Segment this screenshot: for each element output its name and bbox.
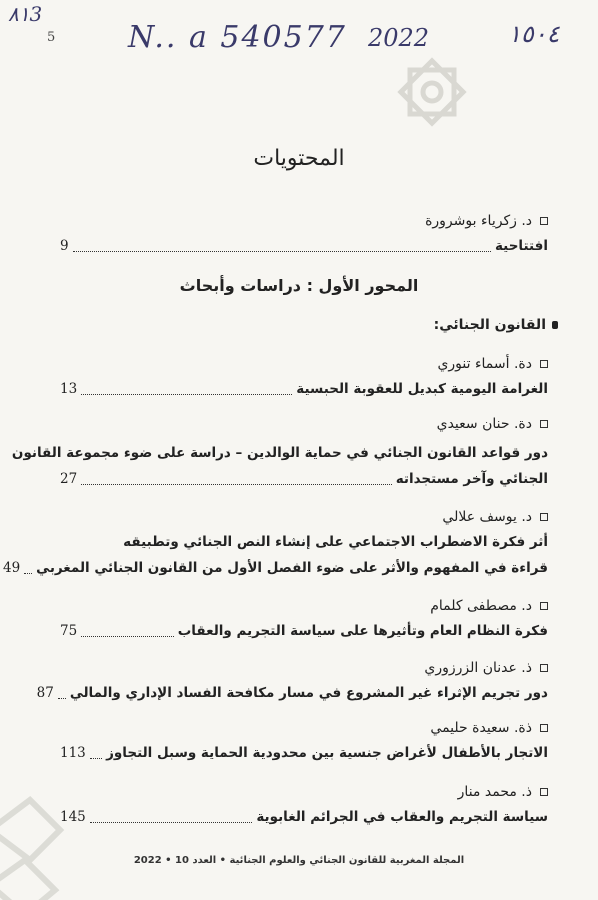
toc-line: فكرة النظام العام وتأثيرها على سياسة التجريم والعقاب 75	[60, 618, 548, 644]
toc-line: الاتجار بالأطفال لأغراض جنسية بين محدودية الحماية وسبل التجاوز 113	[60, 740, 548, 766]
toc-page: 145	[60, 809, 86, 825]
toc-page: 87	[36, 685, 54, 701]
subsection-title: القانون الجنائي:	[434, 317, 558, 333]
toc-entry	[60, 780, 548, 830]
toc-page: 9	[60, 238, 69, 254]
bullet-icon	[552, 321, 558, 329]
toc-author: د. يوسف علالي	[60, 505, 548, 529]
toc-author: د. زكرياء بوشرورة	[60, 209, 548, 233]
page-footer: المجلة المغربية للقانون الجنائي والعلوم الجنائية • العدد 10 • 2022	[133, 855, 465, 866]
checkbox-bullet-icon	[540, 420, 548, 428]
toc-author: ذ. عدنان الزرزوري	[60, 656, 548, 680]
checkbox-bullet-icon	[540, 664, 548, 672]
toc-line: دور تجريم الإثراء غير المشروع في مسار مكافحة الفساد الإداري والمالي 87	[60, 680, 548, 706]
page-number: 5	[47, 30, 56, 45]
toc-line: أثر فكرة الاضطراب الاجتماعي على إنشاء النص الجنائي وتطبيقه	[123, 534, 548, 550]
handwritten-year: 2022	[368, 24, 430, 52]
toc-line: قراءة في المفهوم والأثر على ضوء الفصل الأول من القانون الجنائي المغربي 49	[60, 555, 548, 581]
toc-author: د. مصطفى كلمام	[60, 594, 548, 618]
toc-line: الجنائي وآخر مستجداته 27	[60, 466, 548, 492]
toc-page: 75	[60, 623, 78, 639]
handwritten-serial: N.. a 540577	[128, 20, 347, 55]
checkbox-bullet-icon	[540, 724, 548, 732]
checkbox-bullet-icon	[540, 602, 548, 610]
toc-page: 113	[60, 745, 86, 761]
star-ornament-icon	[392, 52, 472, 132]
page-title: المحتويات	[253, 146, 345, 171]
toc-entry	[60, 594, 548, 644]
toc-line: سياسة التجريم والعقاب في الجرائم الغابوية 145	[60, 804, 548, 830]
toc-page: 13	[60, 381, 78, 397]
toc-entry-intro	[60, 209, 548, 259]
section-title: المحور الأول : دراسات وأبحاث	[179, 276, 419, 295]
checkbox-bullet-icon	[540, 788, 548, 796]
toc-author: دة. أسماء تنوري	[60, 352, 548, 376]
toc-entry	[60, 716, 548, 766]
toc-line: دور قواعد القانون الجنائي في حماية الوالدين – دراسة على ضوء مجموعة القانون	[11, 445, 548, 461]
checkbox-bullet-icon	[540, 217, 548, 225]
toc-author: دة. حنان سعيدي	[60, 412, 548, 436]
handwritten-note-top-left: ٨١3	[8, 2, 43, 26]
toc-page: 27	[60, 471, 78, 487]
toc-entry	[60, 352, 548, 402]
checkbox-bullet-icon	[540, 513, 548, 521]
toc-entry	[36, 656, 548, 706]
toc-entry	[2, 505, 548, 581]
toc-page: 49	[2, 560, 21, 576]
toc-line: افتتاحية 9	[60, 233, 548, 259]
toc-line: الغرامة اليومية كبديل للعقوبة الحبسية 13	[60, 376, 548, 402]
checkbox-bullet-icon	[540, 360, 548, 368]
toc-entry	[11, 412, 548, 492]
handwritten-note-right: ١٥٠٤	[508, 20, 560, 48]
toc-author: ذ. محمد منار	[60, 780, 548, 804]
toc-author: ذة. سعيدة حليمي	[60, 716, 548, 740]
